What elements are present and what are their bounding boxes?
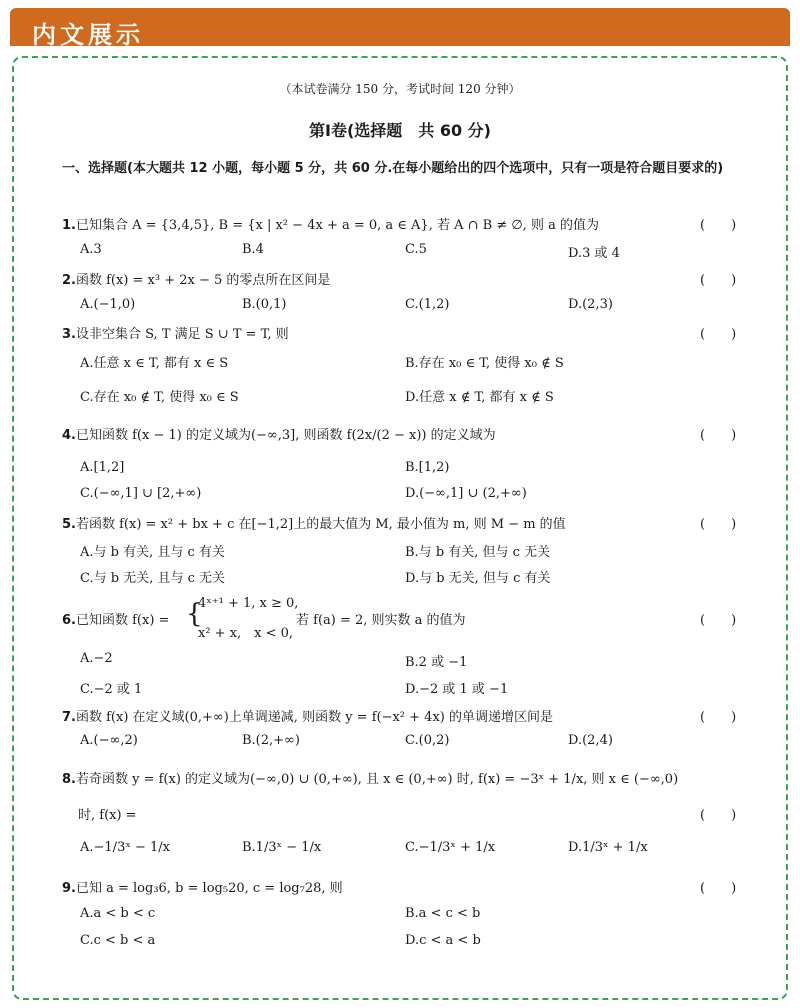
option-d: D.1/3ˣ + 1/x [568, 840, 648, 855]
answer-paren: ( ) [700, 273, 737, 288]
header-bar [10, 8, 790, 49]
question-stem: 函数 f(x) = x³ + 2x − 5 的零点所在区间是 [75, 273, 331, 288]
option-b: B.2 或 −1 [405, 655, 468, 670]
answer-paren: ( ) [700, 881, 737, 896]
option-b: B.与 b 有关, 但与 c 无关 [405, 545, 551, 560]
question-number: 5. [62, 517, 76, 532]
option-a: A.(−∞,2) [80, 733, 138, 748]
question-stem: 若奇函数 y = f(x) 的定义域为(−∞,0) ∪ (0,+∞), 且 x ∈ (0,+∞) 时, f(x) = −3ˣ + 1/x, 则 x ∈ (−∞,0) [75, 772, 679, 787]
option-a: A.−1/3ˣ − 1/x [80, 840, 170, 855]
option-a: A.3 [80, 242, 102, 257]
option-c: C.存在 x₀ ∉ T, 使得 x₀ ∈ S [80, 390, 239, 405]
question-number: 4. [62, 428, 76, 443]
answer-paren: ( ) [700, 808, 737, 823]
question-8 [62, 768, 678, 787]
option-d: D.与 b 无关, 但与 c 有关 [405, 571, 551, 586]
option-c: C.(1,2) [405, 297, 450, 312]
option-b: B.存在 x₀ ∈ T, 使得 x₀ ∉ S [405, 356, 564, 371]
option-a: A.与 b 有关, 且与 c 有关 [80, 545, 225, 560]
question-9 [62, 877, 343, 896]
answer-paren: ( ) [700, 218, 737, 233]
option-b: B.a < c < b [405, 906, 481, 921]
option-b: B.(2,+∞) [242, 733, 300, 748]
question-stem: 已知函数 f(x − 1) 的定义域为(−∞,3], 则函数 f(2x/(2 − x)) 的定义域为 [75, 428, 496, 443]
option-a: A.(−1,0) [80, 297, 136, 312]
option-c: C.(−∞,1] ∪ [2,+∞) [80, 486, 202, 501]
option-b: B.[1,2) [405, 460, 450, 475]
question-stem-cont: 时, f(x) = [78, 808, 137, 823]
option-a: A.[1,2] [80, 460, 125, 475]
option-d: D.任意 x ∉ T, 都有 x ∉ S [405, 390, 554, 405]
piecewise-case-1: 4ˣ⁺¹ + 1, x ≥ 0, [198, 596, 299, 611]
option-d: D.(2,3) [568, 297, 613, 312]
question-number: 7. [62, 710, 76, 725]
header-title: 内文展示 [32, 21, 144, 49]
option-c: C.与 b 无关, 且与 c 无关 [80, 571, 226, 586]
option-b: B.4 [242, 242, 264, 257]
option-c: C.−1/3ˣ + 1/x [405, 840, 496, 855]
piecewise-case-2: x² + x, x < 0, [198, 626, 294, 641]
option-a: A.a < b < c [80, 906, 156, 921]
question-number: 2. [62, 273, 76, 288]
option-c: C.c < b < a [80, 933, 156, 948]
question-stem: 函数 f(x) 在定义域(0,+∞)上单调递减, 则函数 y = f(−x² + 4x) 的单调递增区间是 [75, 710, 553, 725]
question-number: 9. [62, 881, 76, 896]
option-d: D.3 或 4 [568, 246, 620, 261]
question-stem: 若函数 f(x) = x² + bx + c 在[−1,2]上的最大值为 M, 最小值为 m, 则 M − m 的值 [75, 517, 566, 532]
option-d: D.−2 或 1 或 −1 [405, 682, 509, 697]
question-5 [62, 513, 566, 532]
option-c: C.5 [405, 242, 427, 257]
question-stem-a: 已知函数 f(x) = [75, 613, 170, 628]
section-title: 第Ⅰ卷(选择题 共 60 分) [309, 121, 491, 140]
option-d: D.(−∞,1] ∪ (2,+∞) [405, 486, 527, 501]
answer-paren: ( ) [700, 613, 737, 628]
option-a: A.−2 [80, 651, 113, 666]
option-d: D.(2,4) [568, 733, 613, 748]
answer-paren: ( ) [700, 517, 737, 532]
answer-paren: ( ) [700, 710, 737, 725]
question-number: 8. [62, 772, 76, 787]
question-number: 1. [62, 218, 76, 233]
option-c: C.−2 或 1 [80, 682, 143, 697]
brace: { [186, 599, 203, 629]
answer-paren: ( ) [700, 428, 737, 443]
question-4 [62, 424, 496, 443]
question-number: 3. [62, 327, 76, 342]
option-d: D.c < a < b [405, 933, 481, 948]
option-c: C.(0,2) [405, 733, 450, 748]
question-stem: 已知 a = log₃6, b = log₅20, c = log₇28, 则 [75, 881, 343, 896]
question-2 [62, 269, 330, 288]
exam-note: （本试卷满分 150 分，考试时间 120 分钟） [279, 82, 521, 96]
option-a: A.任意 x ∈ T, 都有 x ∈ S [80, 356, 229, 371]
option-b: B.(0,1) [242, 297, 287, 312]
instruction: 一、选择题(本大题共 12 小题，每小题 5 分，共 60 分.在每小题给出的四个选项中，只有一项是符合题目要求的) [62, 161, 724, 176]
option-b: B.1/3ˣ − 1/x [242, 840, 322, 855]
question-stem-b: 若 f(a) = 2, 则实数 a 的值为 [296, 613, 466, 628]
question-6 [62, 609, 169, 628]
question-7 [62, 706, 553, 725]
question-3 [62, 323, 289, 342]
question-stem: 设非空集合 S, T 满足 S ∪ T = T, 则 [75, 327, 289, 342]
question-stem: 已知集合 A = {3,4,5}, B = {x | x² − 4x + a = 0, a ∈ A}, 若 A ∩ B ≠ ∅, 则 a 的值为 [75, 218, 599, 233]
question-1 [62, 214, 599, 233]
answer-paren: ( ) [700, 327, 737, 342]
question-number: 6. [62, 613, 76, 628]
